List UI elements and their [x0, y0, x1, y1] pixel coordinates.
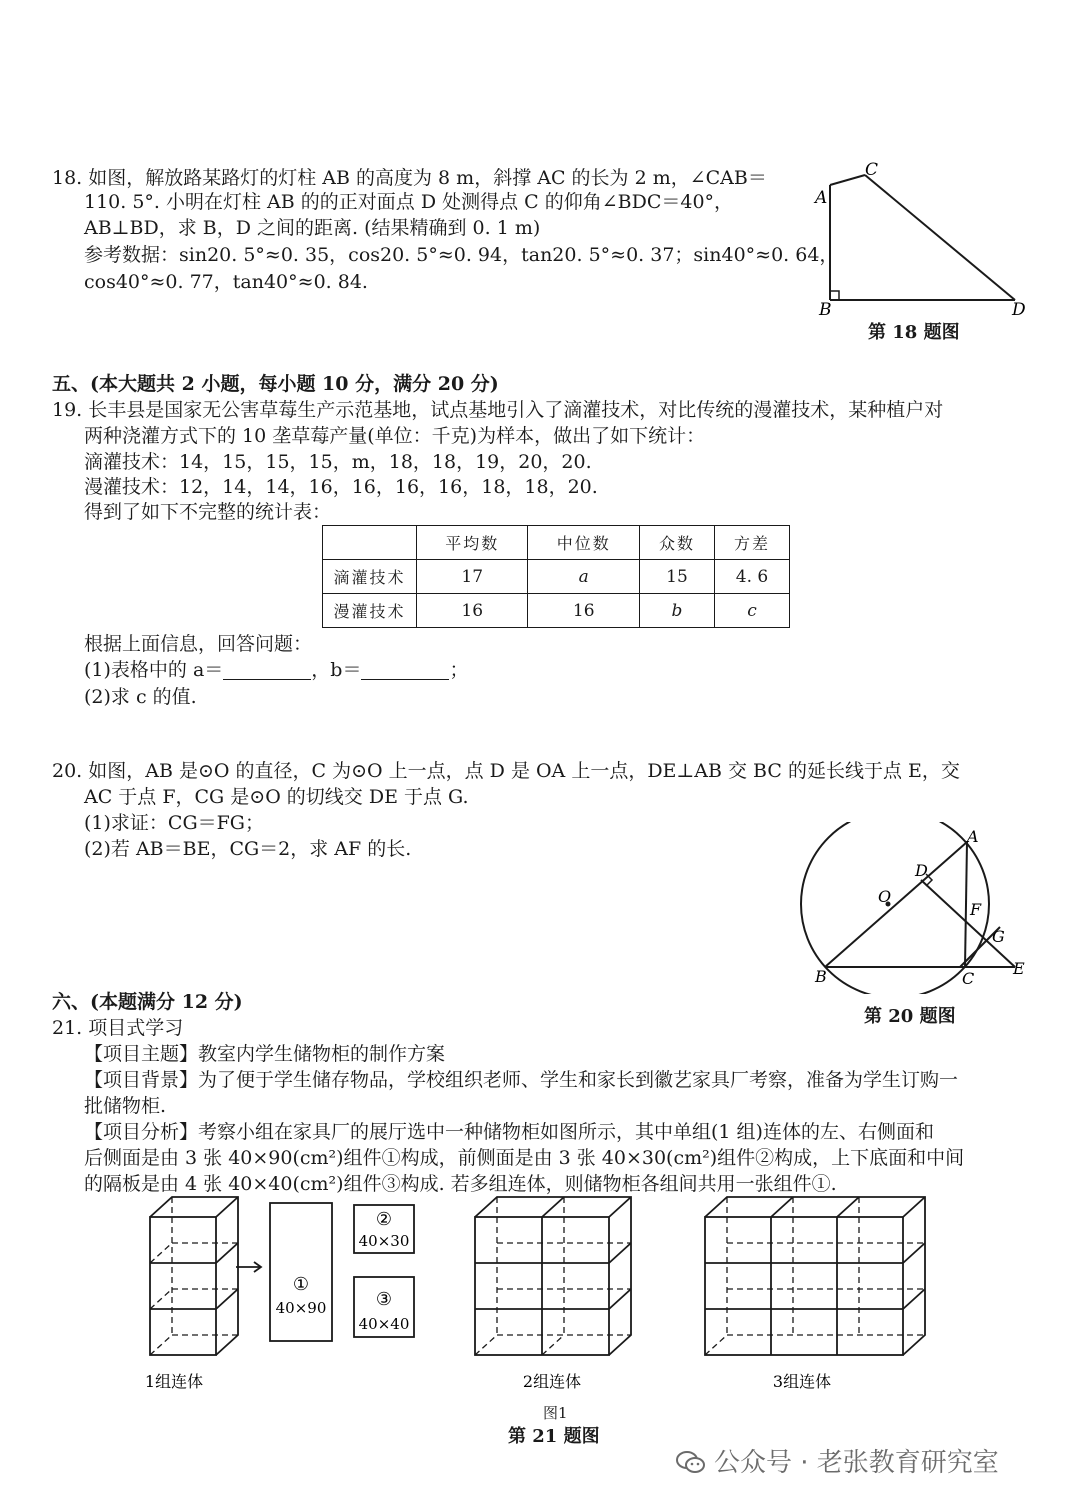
label-2-group: 2组连体	[522, 1372, 582, 1391]
watermark	[676, 1442, 999, 1479]
q20-label-c: C	[962, 969, 975, 988]
section6-heading: 六、(本题满分 12 分)	[52, 991, 243, 1013]
q20-label-o: O	[878, 887, 892, 906]
q20-label-d: D	[915, 861, 928, 880]
q19-stats-table	[322, 525, 790, 628]
q21-figure	[130, 1195, 930, 1395]
q20-label-e: E	[1013, 959, 1025, 978]
table-cell: 15	[639, 560, 714, 594]
q18-label-c: C	[865, 160, 879, 180]
q18-label-d: D	[1012, 300, 1026, 320]
q19-line-5: 得到了如下不完整的统计表：	[84, 501, 332, 523]
comp1-size: 40×90	[275, 1299, 327, 1317]
table-header-cell: 中位数	[528, 526, 639, 560]
q21-caption: 第 21 题图	[508, 1426, 600, 1447]
q18-caption: 第 18 题图	[868, 322, 960, 343]
q18-figure	[805, 155, 1035, 320]
q19-line-4: 漫灌技术：12，14，14，16，16，16，16，18，18，20.	[84, 476, 598, 498]
q21-fig-name: 图1	[543, 1404, 568, 1422]
q18-line-4: 参考数据：sin20. 5°≈0. 35，cos20. 5°≈0. 94，tan20. 5°≈0. 37；sin40°≈0. 64，	[84, 244, 839, 266]
q21-line-3: 【项目背景】为了便于学生储存物品，学校组织老师、学生和家长到徽艺家具厂考察，准备为学生订购一	[84, 1069, 959, 1091]
table-header-cell: 众数	[639, 526, 714, 560]
answer-blank-b[interactable]	[361, 659, 449, 680]
table-cell: 16	[417, 594, 528, 628]
table-row	[323, 560, 790, 594]
q20-label-f: F	[970, 900, 982, 919]
q19-line-3: 滴灌技术：14，15，15，15，m，18，18，19，20，20.	[84, 451, 592, 473]
comp2-number: ②	[375, 1209, 393, 1230]
table-cell: 17	[417, 560, 528, 594]
table-cell: b	[639, 594, 714, 628]
wechat-icon	[676, 1450, 706, 1474]
table-header-cell: 平均数	[417, 526, 528, 560]
q20-figure	[795, 822, 1040, 994]
q21-line-2: 【项目主题】教室内学生储物柜的制作方案	[84, 1043, 446, 1065]
comp1-number: ①	[292, 1274, 310, 1295]
comp3-number: ③	[375, 1289, 393, 1310]
label-3-group: 3组连体	[772, 1372, 832, 1391]
q21-line-6: 后侧面是由 3 张 40×90(cm²)组件①构成，前侧面是由 3 张 40×30(cm²)组件②构成，上下底面和中间	[84, 1147, 965, 1169]
q19-part-2: (2)求 c 的值.	[84, 686, 197, 708]
q20-label-a: A	[967, 827, 979, 846]
q19-part1-b-label: ，b＝	[311, 659, 362, 681]
table-cell: 4. 6	[714, 560, 789, 594]
watermark-text: 公众号 · 老张教育研究室	[714, 1448, 999, 1478]
q20-line-4: (2)若 AB＝BE，CG＝2，求 AF 的长.	[84, 838, 412, 860]
q18-line-2: 110. 5°. 小明在灯柱 AB 的的正对面点 D 处测得点 C 的仰角∠BDC＝40°，	[84, 191, 734, 213]
q21-line-7: 的隔板是由 4 张 40×40(cm²)组件③构成. 若多组连体，则储物柜各组间共用一张组件①.	[84, 1173, 837, 1195]
answer-blank-a[interactable]	[223, 659, 311, 680]
table-cell: 漫灌技术	[323, 594, 417, 628]
q21-line-5: 【项目分析】考察小组在家具厂的展厅选中一种储物柜如图所示，其中单组(1 组)连体的左、右侧面和	[84, 1121, 934, 1143]
q18-line-1: 18. 如图，解放路某路灯的灯柱 AB 的高度为 8 m，斜撑 AC 的长为 2 m，∠CAB＝	[52, 167, 767, 189]
q18-line-3: AB⊥BD，求 B，D 之间的距离. (结果精确到 0. 1 m)	[84, 217, 541, 239]
q20-caption: 第 20 题图	[864, 1006, 956, 1027]
table-cell: a	[528, 560, 639, 594]
q21-line-1: 21. 项目式学习	[52, 1017, 184, 1039]
table-row	[323, 594, 790, 628]
q19-part1-end: ；	[449, 659, 469, 681]
table-cell: 滴灌技术	[323, 560, 417, 594]
q20-label-g: G	[992, 927, 1005, 946]
label-1-group: 1组连体	[144, 1372, 204, 1391]
section5-heading: 五、(本大题共 2 小题，每小题 10 分，满分 20 分)	[52, 373, 499, 395]
q19-part1-a-label: (1)表格中的 a＝	[84, 659, 224, 681]
q20-line-2: AC 于点 F，CG 是⊙O 的切线交 DE 于点 G.	[84, 786, 469, 808]
table-header-cell: 方差	[714, 526, 789, 560]
q19-line-1: 19. 长丰县是国家无公害草莓生产示范基地，试点基地引入了滴灌技术，对比传统的漫灌技术，某种植户对	[52, 399, 944, 421]
q21-line-4: 批储物柜.	[84, 1095, 167, 1117]
q18-label-b: B	[819, 300, 832, 320]
q20-label-b: B	[815, 967, 827, 986]
comp2-size: 40×30	[358, 1232, 410, 1250]
table-header-cell	[323, 526, 417, 560]
q18-label-a: A	[815, 188, 828, 208]
q19-line-6: 根据上面信息，回答问题：	[84, 633, 313, 655]
table-cell: 16	[528, 594, 639, 628]
table-cell: c	[714, 594, 789, 628]
q20-line-1: 20. 如图，AB 是⊙O 的直径，C 为⊙O 上一点，点 D 是 OA 上一点，DE⊥AB 交 BC 的延长线于点 E，交	[52, 760, 960, 782]
q19-line-2: 两种浇灌方式下的 10 垄草莓产量(单位：千克)为样本，做出了如下统计：	[84, 425, 706, 447]
comp3-size: 40×40	[358, 1315, 410, 1333]
q18-line-5: cos40°≈0. 77，tan40°≈0. 84.	[84, 271, 368, 293]
q20-line-3: (1)求证：CG＝FG；	[84, 812, 264, 834]
q19-part-1	[84, 657, 468, 683]
table-header-row	[323, 526, 790, 560]
